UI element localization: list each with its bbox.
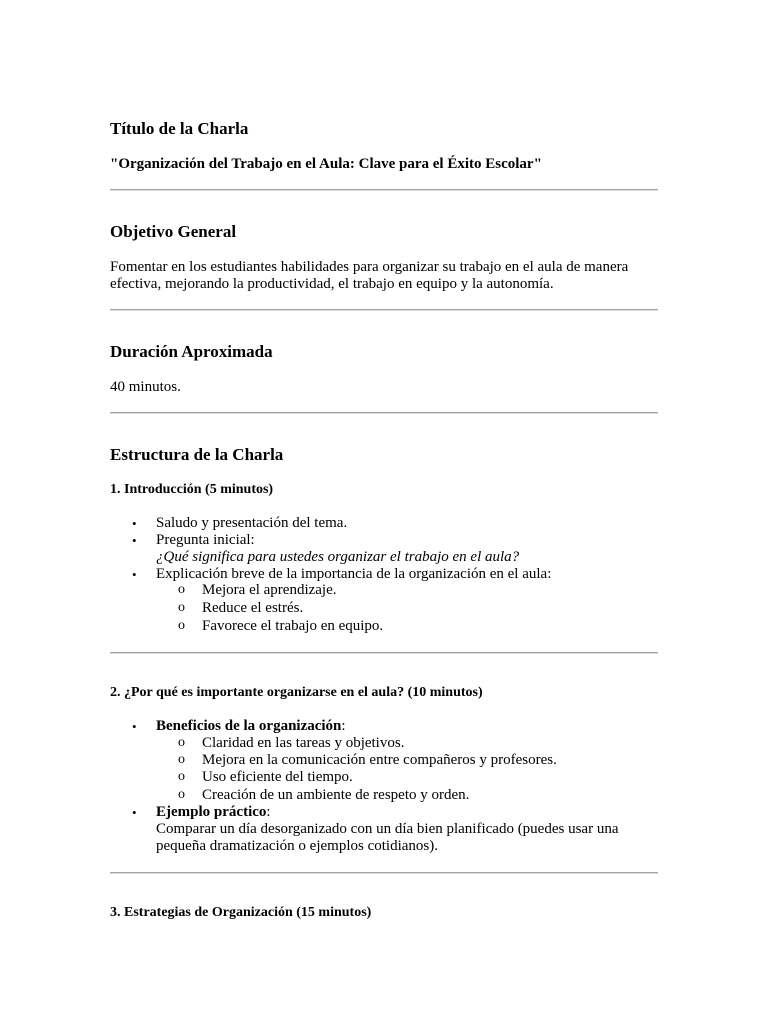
bullet-icon: •	[132, 719, 137, 734]
bullet-icon: •	[132, 516, 137, 531]
sub-list-item: o Mejora el aprendizaje.	[178, 582, 337, 598]
circle-bullet-icon: o	[178, 787, 185, 802]
bullet-icon: •	[132, 567, 137, 582]
circle-bullet-icon: o	[178, 582, 185, 597]
circle-bullet-icon: o	[178, 752, 185, 767]
section-heading-titulo: Título de la Charla	[110, 119, 249, 138]
sub-list-item: o Claridad en las tareas y objetivos.	[178, 735, 405, 751]
objetivo-line-1: Fomentar en los estudiantes habilidades para organizar su trabajo en el aula de manera	[110, 259, 629, 275]
talk-title: "Organización del Trabajo en el Aula: Clave para el Éxito Escolar"	[110, 156, 542, 172]
section-heading-duracion: Duración Aproximada	[110, 342, 273, 361]
divider	[110, 872, 658, 874]
list-item-ejemplo: • Ejemplo práctico:	[132, 804, 271, 820]
sub-list-item: o Mejora en la comunicación entre compañeros y profesores.	[178, 752, 557, 768]
duracion-text: 40 minutos.	[110, 379, 181, 395]
sub-list-item: o Reduce el estrés.	[178, 600, 304, 616]
list-item: • Saludo y presentación del tema.	[132, 515, 348, 531]
subsection-heading-estrategias: 3. Estrategias de Organización (15 minutos)	[110, 905, 372, 920]
circle-bullet-icon: o	[178, 769, 185, 784]
circle-bullet-icon: o	[178, 600, 185, 615]
section-heading-estructura: Estructura de la Charla	[110, 445, 284, 464]
ejemplo-line-2: pequeña dramatización o ejemplos cotidianos).	[156, 838, 438, 854]
divider	[110, 412, 658, 414]
section-heading-objetivo: Objetivo General	[110, 222, 237, 241]
divider	[110, 309, 658, 311]
circle-bullet-icon: o	[178, 735, 185, 750]
list-item-beneficios: • Beneficios de la organización:	[132, 718, 346, 734]
list-item: • Explicación breve de la importancia de la organización en el aula:	[132, 566, 552, 582]
divider	[110, 189, 658, 191]
circle-bullet-icon: o	[178, 618, 185, 633]
divider	[110, 652, 658, 654]
objetivo-line-2: efectiva, mejorando la productividad, el trabajo en equipo y la autonomía.	[110, 276, 554, 292]
subsection-heading-porque: 2. ¿Por qué es importante organizarse en el aula? (10 minutos)	[110, 685, 483, 700]
bullet-icon: •	[132, 533, 137, 548]
list-item: • Pregunta inicial:	[132, 532, 255, 548]
sub-list-item: o Favorece el trabajo en equipo.	[178, 618, 384, 634]
sub-list-item: o Uso eficiente del tiempo.	[178, 769, 353, 785]
list-item-question: ¿Qué significa para ustedes organizar el trabajo en el aula?	[156, 549, 520, 565]
bullet-icon: •	[132, 805, 137, 820]
subsection-heading-introduccion: 1. Introducción (5 minutos)	[110, 482, 274, 497]
ejemplo-line-1: Comparar un día desorganizado con un día bien planificado (puedes usar una	[156, 821, 619, 837]
sub-list-item: o Creación de un ambiente de respeto y orden.	[178, 787, 470, 803]
